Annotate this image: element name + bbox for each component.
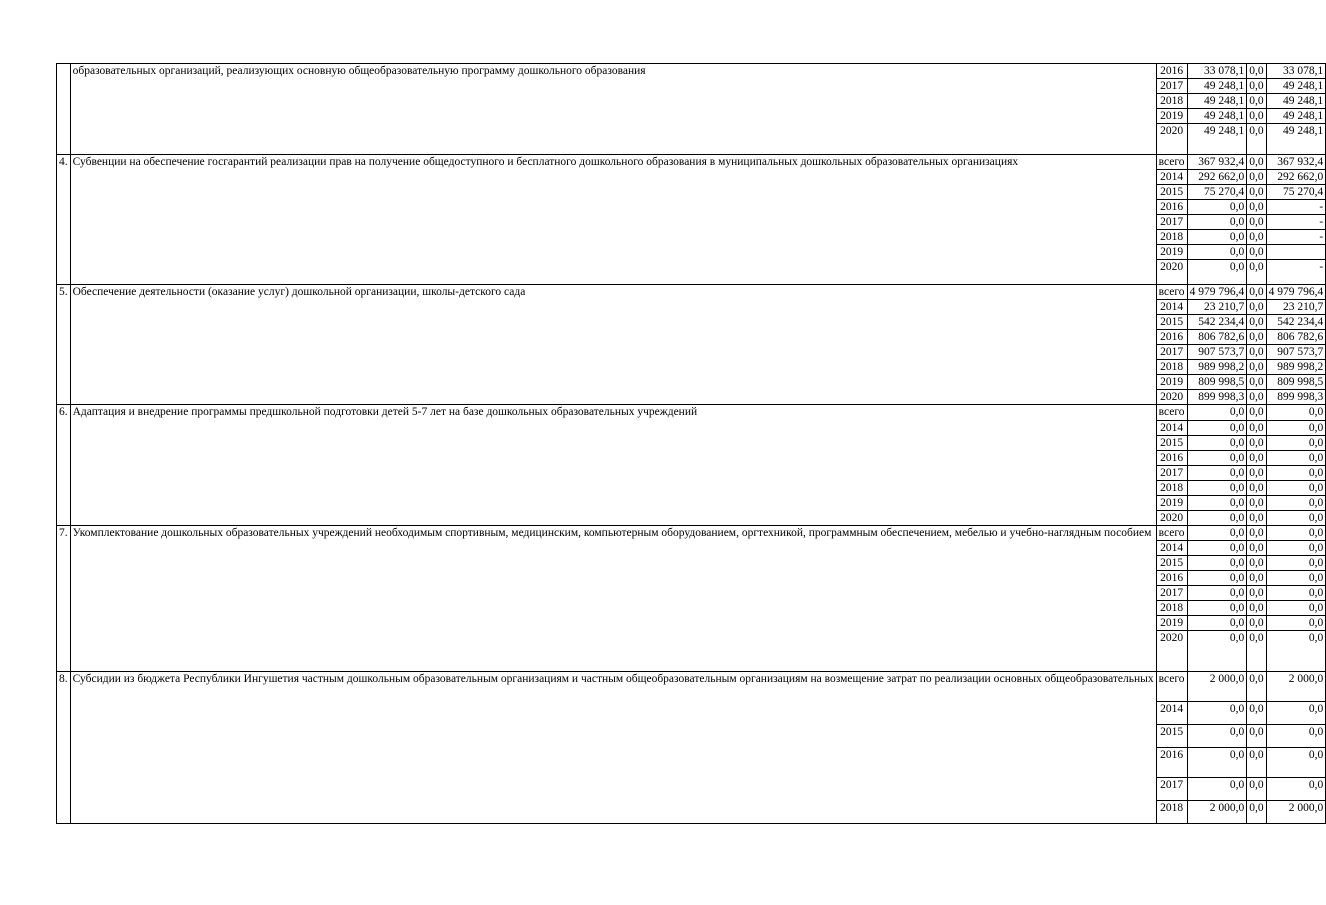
table-row [57,672,1326,702]
regional-cell: 49 248,1 [1266,79,1326,94]
year-cell: 2014 [1156,541,1187,556]
total-cell: 2 000,0 [1187,801,1247,824]
federal-cell: 0,0 [1247,421,1266,436]
total-cell: 0,0 [1187,511,1247,526]
federal-cell: 0,0 [1247,170,1266,185]
item-name: Адаптация и внедрение программы предшкольной подготовки детей 5-7 лет на базе дошкольных образовательных учреждений [70,405,1156,526]
year-cell: 2018 [1156,601,1187,616]
total-cell: 0,0 [1187,405,1247,421]
federal-cell: 0,0 [1247,616,1266,631]
federal-cell: 0,0 [1247,390,1266,405]
federal-cell: 0,0 [1247,466,1266,481]
year-cell: 2017 [1156,586,1187,601]
regional-cell: 0,0 [1266,496,1326,511]
federal-cell: 0,0 [1247,330,1266,345]
total-cell: 2 000,0 [1187,672,1247,702]
item-number: 4. [57,155,71,285]
federal-cell: 0,0 [1247,79,1266,94]
regional-cell: 75 270,4 [1266,185,1326,200]
year-cell: 2016 [1156,571,1187,586]
year-cell: 2015 [1156,185,1187,200]
total-cell: 75 270,4 [1187,185,1247,200]
total-cell: 0,0 [1187,556,1247,571]
federal-cell: 0,0 [1247,405,1266,421]
federal-cell: 0,0 [1247,511,1266,526]
federal-cell: 0,0 [1247,556,1266,571]
federal-cell: 0,0 [1247,94,1266,109]
year-cell: 2016 [1156,64,1187,79]
item-name: образовательных организаций, реализующих основную общеобразовательную программу дошкольного образования [70,64,1156,155]
regional-cell: 542 234,4 [1266,315,1326,330]
federal-cell: 0,0 [1247,801,1266,824]
year-cell: 2015 [1156,436,1187,451]
year-cell: 2017 [1156,79,1187,94]
total-cell: 367 932,4 [1187,155,1247,170]
regional-cell: 0,0 [1266,511,1326,526]
total-cell: 989 998,2 [1187,360,1247,375]
federal-cell: 0,0 [1247,185,1266,200]
regional-cell: 0,0 [1266,421,1326,436]
year-cell: 2020 [1156,631,1187,672]
budget-table-body [57,64,1326,824]
federal-cell: 0,0 [1247,300,1266,315]
year-cell: 2016 [1156,451,1187,466]
year-cell: всего [1156,526,1187,541]
total-cell: 0,0 [1187,200,1247,215]
federal-cell: 0,0 [1247,496,1266,511]
federal-cell: 0,0 [1247,200,1266,215]
year-cell: 2014 [1156,170,1187,185]
regional-cell [1266,245,1326,260]
item-number [57,64,71,155]
regional-cell: 0,0 [1266,526,1326,541]
total-cell: 0,0 [1187,230,1247,245]
federal-cell: 0,0 [1247,451,1266,466]
total-cell: 809 998,5 [1187,375,1247,390]
year-cell: 2020 [1156,260,1187,285]
year-cell: 2020 [1156,124,1187,155]
regional-cell: 2 000,0 [1266,672,1326,702]
year-cell: 2017 [1156,215,1187,230]
table-row [57,155,1326,170]
year-cell: 2019 [1156,245,1187,260]
year-cell: 2017 [1156,345,1187,360]
regional-cell: 907 573,7 [1266,345,1326,360]
regional-cell: 989 998,2 [1266,360,1326,375]
regional-cell: - [1266,230,1326,245]
federal-cell: 0,0 [1247,586,1266,601]
total-cell: 33 078,1 [1187,64,1247,79]
regional-cell: 899 998,3 [1266,390,1326,405]
regional-cell: 0,0 [1266,466,1326,481]
total-cell: 0,0 [1187,496,1247,511]
year-cell: 2014 [1156,702,1187,725]
regional-cell: 806 782,6 [1266,330,1326,345]
total-cell: 0,0 [1187,451,1247,466]
total-cell: 0,0 [1187,601,1247,616]
year-cell: 2020 [1156,390,1187,405]
federal-cell: 0,0 [1247,481,1266,496]
table-row [57,64,1326,79]
year-cell: 2015 [1156,315,1187,330]
federal-cell: 0,0 [1247,778,1266,801]
federal-cell: 0,0 [1247,155,1266,170]
year-cell: всего [1156,285,1187,300]
item-number: 8. [57,672,71,824]
total-cell: 0,0 [1187,421,1247,436]
regional-cell: 0,0 [1266,571,1326,586]
regional-cell: 2 000,0 [1266,801,1326,824]
total-cell: 0,0 [1187,481,1247,496]
regional-cell: 23 210,7 [1266,300,1326,315]
total-cell: 907 573,7 [1187,345,1247,360]
regional-cell: 0,0 [1266,725,1326,748]
total-cell: 0,0 [1187,725,1247,748]
regional-cell: 49 248,1 [1266,109,1326,124]
total-cell: 23 210,7 [1187,300,1247,315]
year-cell: 2019 [1156,616,1187,631]
federal-cell: 0,0 [1247,285,1266,300]
table-row [57,405,1326,421]
regional-cell: 4 979 796,4 [1266,285,1326,300]
federal-cell: 0,0 [1247,748,1266,778]
regional-cell: 0,0 [1266,451,1326,466]
regional-cell: 809 998,5 [1266,375,1326,390]
regional-cell: 0,0 [1266,616,1326,631]
total-cell: 0,0 [1187,631,1247,672]
regional-cell: 0,0 [1266,748,1326,778]
year-cell: 2014 [1156,421,1187,436]
regional-cell: 49 248,1 [1266,124,1326,155]
year-cell: 2019 [1156,375,1187,390]
regional-cell: - [1266,260,1326,285]
total-cell: 0,0 [1187,571,1247,586]
federal-cell: 0,0 [1247,601,1266,616]
total-cell: 0,0 [1187,702,1247,725]
total-cell: 49 248,1 [1187,79,1247,94]
regional-cell: 0,0 [1266,436,1326,451]
regional-cell: 0,0 [1266,702,1326,725]
item-name: Субсидии из бюджета Республики Ингушетия частным дошкольным образовательным организациям и частным общеобразовательным организациям на возмещение затрат по реализации основных общеобразовательных [70,672,1156,824]
year-cell: 2018 [1156,481,1187,496]
federal-cell: 0,0 [1247,260,1266,285]
year-cell: 2017 [1156,466,1187,481]
regional-cell: 0,0 [1266,541,1326,556]
table-row [57,526,1326,541]
federal-cell: 0,0 [1247,124,1266,155]
federal-cell: 0,0 [1247,215,1266,230]
regional-cell: 0,0 [1266,481,1326,496]
total-cell: 0,0 [1187,778,1247,801]
federal-cell: 0,0 [1247,64,1266,79]
federal-cell: 0,0 [1247,725,1266,748]
regional-cell: 0,0 [1266,405,1326,421]
federal-cell: 0,0 [1247,526,1266,541]
budget-table [56,63,1326,824]
total-cell: 0,0 [1187,436,1247,451]
total-cell: 49 248,1 [1187,109,1247,124]
regional-cell: 0,0 [1266,601,1326,616]
regional-cell: 0,0 [1266,586,1326,601]
item-name: Субвенции на обеспечение госгарантий реализации прав на получение общедоступного и бесплатного дошкольного образования в муниципальных дошкольных образовательных организациях [70,155,1156,285]
year-cell: 2018 [1156,801,1187,824]
year-cell: всего [1156,155,1187,170]
federal-cell: 0,0 [1247,672,1266,702]
federal-cell: 0,0 [1247,571,1266,586]
total-cell: 542 234,4 [1187,315,1247,330]
regional-cell: 292 662,0 [1266,170,1326,185]
total-cell: 0,0 [1187,616,1247,631]
regional-cell: 0,0 [1266,556,1326,571]
item-number: 6. [57,405,71,526]
regional-cell: 367 932,4 [1266,155,1326,170]
federal-cell: 0,0 [1247,360,1266,375]
total-cell: 0,0 [1187,245,1247,260]
year-cell: 2015 [1156,725,1187,748]
regional-cell: - [1266,215,1326,230]
federal-cell: 0,0 [1247,230,1266,245]
federal-cell: 0,0 [1247,631,1266,672]
total-cell: 0,0 [1187,466,1247,481]
federal-cell: 0,0 [1247,702,1266,725]
total-cell: 0,0 [1187,260,1247,285]
total-cell: 292 662,0 [1187,170,1247,185]
year-cell: 2019 [1156,109,1187,124]
federal-cell: 0,0 [1247,245,1266,260]
federal-cell: 0,0 [1247,109,1266,124]
year-cell: 2016 [1156,330,1187,345]
year-cell: всего [1156,405,1187,421]
table-row [57,285,1326,300]
regional-cell: 49 248,1 [1266,94,1326,109]
regional-cell: - [1266,200,1326,215]
total-cell: 0,0 [1187,748,1247,778]
year-cell: 2018 [1156,94,1187,109]
item-name: Обеспечение деятельности (оказание услуг) дошкольной организации, школы-детского сада [70,285,1156,405]
federal-cell: 0,0 [1247,375,1266,390]
item-name: Укомплектование дошкольных образовательных учреждений необходимым спортивным, медицинским, компьютерным оборудованием, оргтехникой, программным обеспечением, мебелью и учебно-наглядным пособием [70,526,1156,672]
federal-cell: 0,0 [1247,541,1266,556]
regional-cell: 0,0 [1266,778,1326,801]
total-cell: 0,0 [1187,215,1247,230]
year-cell: 2018 [1156,360,1187,375]
total-cell: 4 979 796,4 [1187,285,1247,300]
federal-cell: 0,0 [1247,345,1266,360]
year-cell: 2016 [1156,748,1187,778]
year-cell: 2014 [1156,300,1187,315]
year-cell: 2017 [1156,778,1187,801]
total-cell: 806 782,6 [1187,330,1247,345]
year-cell: 2019 [1156,496,1187,511]
total-cell: 49 248,1 [1187,124,1247,155]
regional-cell: 33 078,1 [1266,64,1326,79]
federal-cell: 0,0 [1247,436,1266,451]
year-cell: 2020 [1156,511,1187,526]
total-cell: 899 998,3 [1187,390,1247,405]
total-cell: 49 248,1 [1187,94,1247,109]
regional-cell: 0,0 [1266,631,1326,672]
year-cell: 2015 [1156,556,1187,571]
year-cell: всего [1156,672,1187,702]
year-cell: 2016 [1156,200,1187,215]
item-number: 5. [57,285,71,405]
item-number: 7. [57,526,71,672]
year-cell: 2018 [1156,230,1187,245]
total-cell: 0,0 [1187,586,1247,601]
total-cell: 0,0 [1187,541,1247,556]
total-cell: 0,0 [1187,526,1247,541]
federal-cell: 0,0 [1247,315,1266,330]
